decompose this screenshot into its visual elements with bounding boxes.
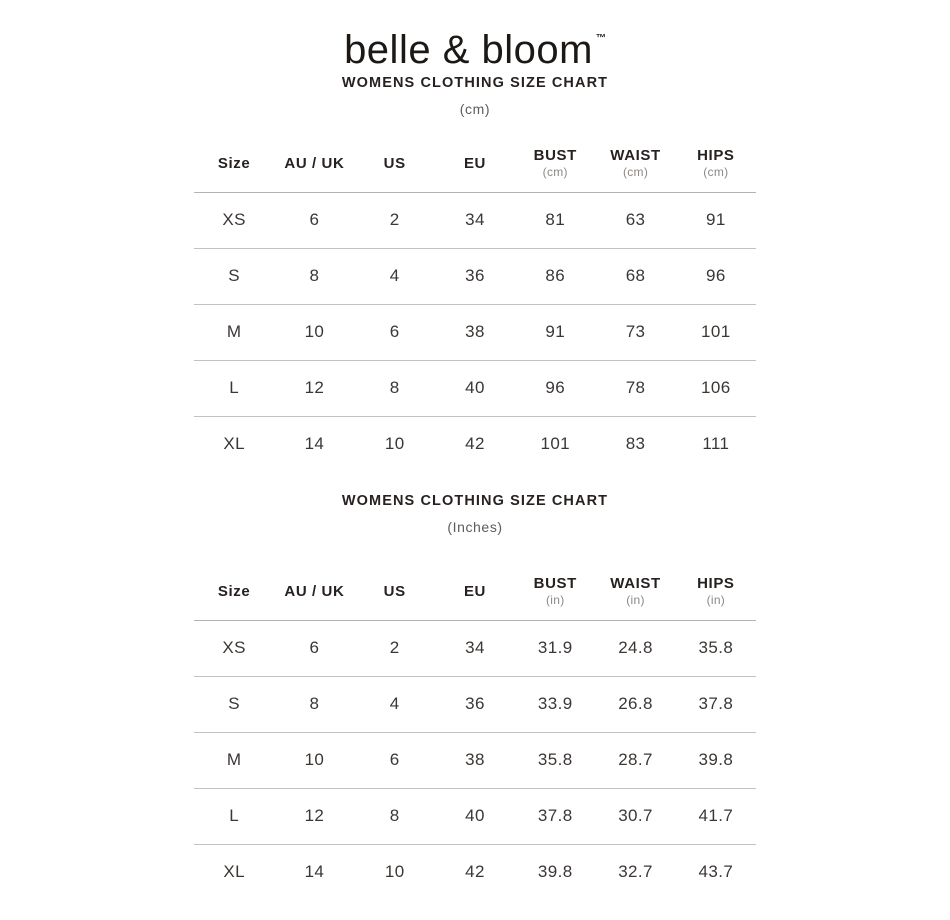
column-unit-sub: (in) (545, 593, 565, 608)
value-cell: 39.8 (676, 732, 756, 788)
value-cell: 10 (274, 732, 354, 788)
value-cell: 36 (435, 248, 515, 304)
column-unit-sub: (cm) (542, 165, 568, 180)
column-label: HIPS (697, 575, 735, 593)
size-cell: L (194, 788, 274, 844)
size-chart-page (192, 17, 758, 900)
value-cell: 33.9 (515, 676, 595, 732)
value-cell: 42 (465, 862, 485, 882)
value-cell: 91 (676, 192, 756, 248)
table-row-s (194, 676, 756, 732)
value-cell: 32.7 (618, 862, 653, 882)
column-header-us (355, 135, 435, 192)
value-cell: 8 (355, 788, 435, 844)
column-unit-sub: (cm) (703, 165, 729, 180)
column-label: HIPS (697, 147, 735, 165)
value-cell: 14 (304, 862, 325, 882)
table-row-xl (194, 416, 756, 472)
column-unit-sub: (cm) (622, 165, 649, 180)
value-cell: 28.7 (595, 732, 675, 788)
column-label: EU (463, 582, 486, 600)
column-header-size (194, 135, 274, 192)
value-cell: 8 (274, 248, 354, 304)
value-cell: 36 (435, 676, 515, 732)
column-unit-sub: (in) (706, 593, 726, 608)
column-label: BUST (533, 147, 577, 165)
column-label: Size (217, 582, 251, 600)
value-cell: 35.8 (515, 732, 595, 788)
column-header-au-uk (274, 563, 354, 620)
value-cell: 10 (274, 304, 354, 360)
size-cell: XS (194, 620, 274, 676)
value-cell: 106 (676, 360, 756, 416)
column-header-size (194, 563, 274, 620)
header-row (194, 563, 756, 620)
value-cell: 73 (595, 304, 675, 360)
size-cell: L (194, 360, 274, 416)
value-cell: 111 (702, 434, 730, 454)
value-cell: 43.7 (698, 862, 734, 882)
value-cell: 37.8 (515, 788, 595, 844)
value-cell: 34 (435, 192, 515, 248)
value-cell: 6 (274, 620, 354, 676)
chart-title-cm: WOMENS CLOTHING SIZE CHART (341, 75, 609, 91)
value-cell: 39.8 (537, 862, 573, 882)
chart-title-inches: WOMENS CLOTHING SIZE CHART (341, 493, 609, 509)
value-cell: 40 (435, 788, 515, 844)
size-table-inches (194, 563, 756, 900)
value-cell: 41.7 (676, 788, 756, 844)
table-row-m (194, 304, 756, 360)
column-header-waist (595, 135, 675, 192)
value-cell: 91 (515, 304, 595, 360)
table-row-m (194, 732, 756, 788)
table-row-l (194, 788, 756, 844)
table-row-xs (194, 620, 756, 676)
column-header-bust (515, 135, 595, 192)
size-chart-section-cm (192, 76, 758, 472)
table-row-xl (194, 844, 756, 900)
size-cell: M (194, 732, 274, 788)
value-cell: 6 (274, 192, 354, 248)
value-cell: 40 (435, 360, 515, 416)
column-header-eu (435, 135, 515, 192)
column-label: US (383, 154, 406, 172)
column-header-waist (595, 563, 675, 620)
value-cell: 78 (595, 360, 675, 416)
value-cell: 96 (676, 248, 756, 304)
value-cell: 6 (355, 304, 435, 360)
size-cell: S (194, 248, 274, 304)
column-header-au-uk (274, 135, 354, 192)
value-cell: 86 (515, 248, 595, 304)
column-label: AU / UK (284, 582, 345, 600)
column-header-bust (515, 563, 595, 620)
brand-logo-text: belle & bloom (344, 28, 593, 72)
column-header-hips (676, 135, 756, 192)
value-cell: 30.7 (595, 788, 675, 844)
value-cell: 14 (304, 434, 325, 454)
size-cell: XL (223, 862, 245, 882)
value-cell: 38 (435, 304, 515, 360)
value-cell: 101 (676, 304, 756, 360)
column-header-us (355, 563, 435, 620)
table-row-s (194, 248, 756, 304)
column-header-hips (676, 563, 756, 620)
value-cell: 34 (435, 620, 515, 676)
column-label: EU (463, 154, 486, 172)
header-row (194, 135, 756, 192)
value-cell: 68 (595, 248, 675, 304)
value-cell: 4 (355, 676, 435, 732)
column-label: Size (217, 154, 251, 172)
value-cell: 2 (355, 620, 435, 676)
column-label: AU / UK (284, 154, 345, 172)
value-cell: 10 (384, 434, 405, 454)
value-cell: 26.8 (595, 676, 675, 732)
size-table-cm (194, 135, 756, 472)
value-cell: 37.8 (676, 676, 756, 732)
value-cell: 10 (384, 862, 405, 882)
table-row-xs (194, 192, 756, 248)
value-cell: 101 (540, 434, 571, 454)
unit-label-inches: (Inches) (447, 519, 503, 535)
value-cell: 81 (515, 192, 595, 248)
value-cell: 24.8 (595, 620, 675, 676)
brand-logo (192, 17, 758, 72)
column-label: BUST (533, 575, 577, 593)
value-cell: 12 (274, 788, 354, 844)
value-cell: 83 (625, 434, 646, 454)
column-label: US (383, 582, 406, 600)
value-cell: 42 (465, 434, 485, 454)
trademark-icon: ™ (595, 33, 606, 44)
value-cell: 8 (355, 360, 435, 416)
column-unit-sub: (in) (626, 593, 645, 608)
size-cell: XL (223, 434, 245, 454)
value-cell: 12 (274, 360, 354, 416)
value-cell: 35.8 (676, 620, 756, 676)
size-cell: S (194, 676, 274, 732)
column-label: WAIST (610, 575, 661, 593)
value-cell: 96 (515, 360, 595, 416)
size-chart-section-inches (192, 494, 758, 900)
value-cell: 6 (355, 732, 435, 788)
value-cell: 2 (355, 192, 435, 248)
column-label: WAIST (610, 147, 661, 165)
value-cell: 38 (435, 732, 515, 788)
value-cell: 31.9 (515, 620, 595, 676)
value-cell: 8 (274, 676, 354, 732)
unit-label-cm: (cm) (459, 101, 491, 117)
size-cell: M (194, 304, 274, 360)
column-header-eu (435, 563, 515, 620)
size-cell: XS (194, 192, 274, 248)
table-row-l (194, 360, 756, 416)
value-cell: 4 (355, 248, 435, 304)
value-cell: 63 (595, 192, 675, 248)
